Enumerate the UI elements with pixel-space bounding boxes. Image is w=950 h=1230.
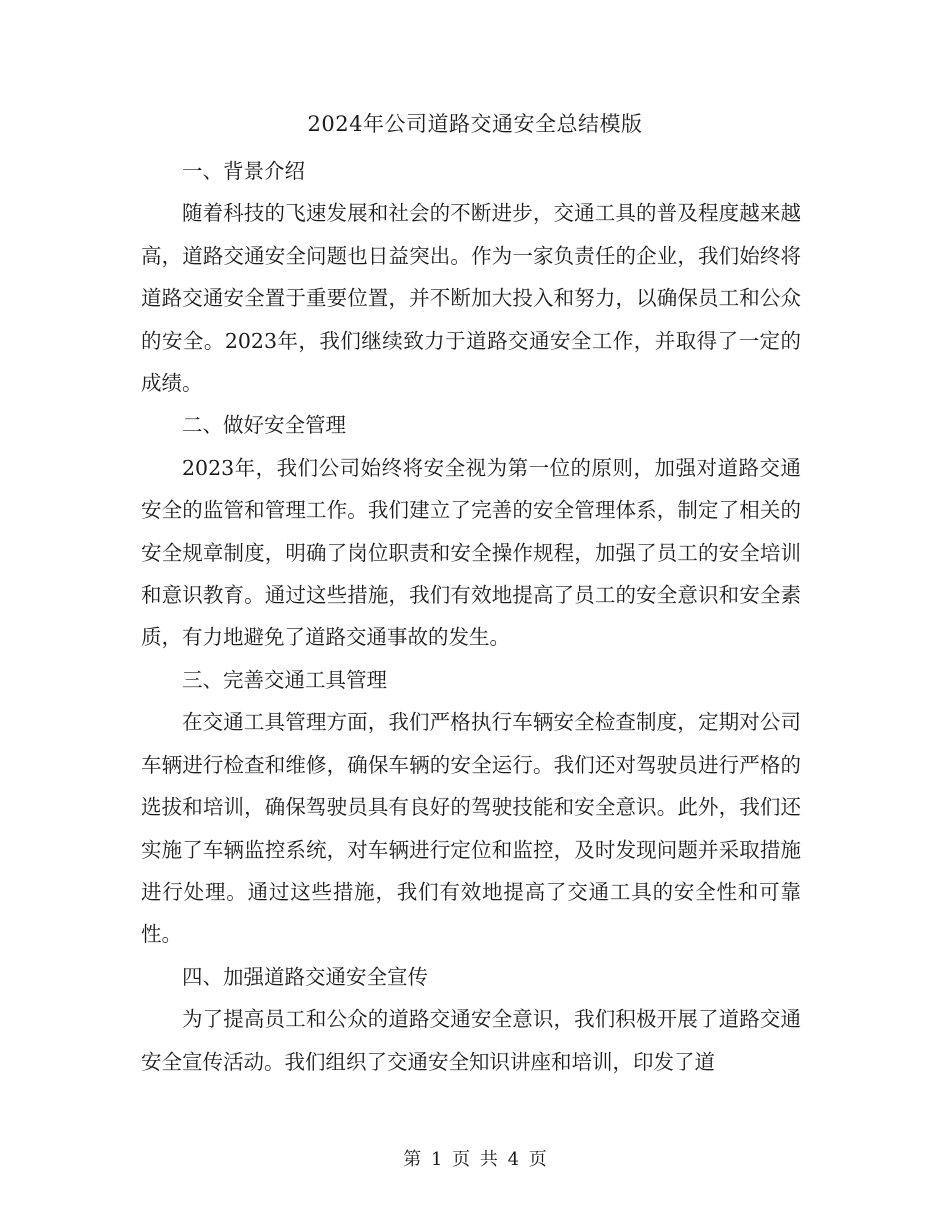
section-heading-safety-publicity: 四、加强道路交通安全宣传 <box>182 964 428 989</box>
paragraph-safety-publicity: 为了提高员工和公众的道路交通安全意识，我们积极开展了道路交通安全宣传活动。我们组织了交通安全知识讲座和培训，印发了道 <box>141 1007 801 1074</box>
paragraph-safety-management: 2023年，我们公司始终将安全视为第一位的原则，加强对道路交通安全的监管和管理工作。我们建立了完善的安全管理体系，制定了相关的安全规章制度，明确了岗位职责和安全操作规程，加强了员工的安全培训和意识教育。通过这些措施，我们有效地提高了员工的安全意识和安全素质，有力地避免了道路交通事故的发生。 <box>141 455 801 650</box>
section-heading-vehicle-management: 三、完善交通工具管理 <box>182 667 387 692</box>
document-body <box>141 150 801 1083</box>
paragraph-vehicle-management: 在交通工具管理方面，我们严格执行车辆安全检查制度，定期对公司车辆进行检查和维修，确保车辆的安全运行。我们还对驾驶员进行严格的选拔和培训，确保驾驶员具有良好的驾驶技能和安全意识。此外，我们还实施了车辆监控系统，对车辆进行定位和监控，及时发现问题并采取措施进行处理。通过这些措施，我们有效地提高了交通工具的安全性和可靠性。 <box>141 710 801 947</box>
section-heading-safety-management: 二、做好安全管理 <box>182 413 346 438</box>
section-heading-background: 一、背景介绍 <box>182 159 305 183</box>
paragraph-background: 随着科技的飞速发展和社会的不断进步，交通工具的普及程度越来越高，道路交通安全问题也日益突出。作为一家负责任的企业，我们始终将道路交通安全置于重要位置，并不断加大投入和努力，以确保员工和公众的安全。2023年，我们继续致力于道路交通安全工作，并取得了一定的成绩。 <box>141 201 801 396</box>
document-title: 2024年公司道路交通安全总结模版 <box>307 112 643 136</box>
page-number-footer: 第 1 页 共 4 页 <box>403 1149 547 1170</box>
